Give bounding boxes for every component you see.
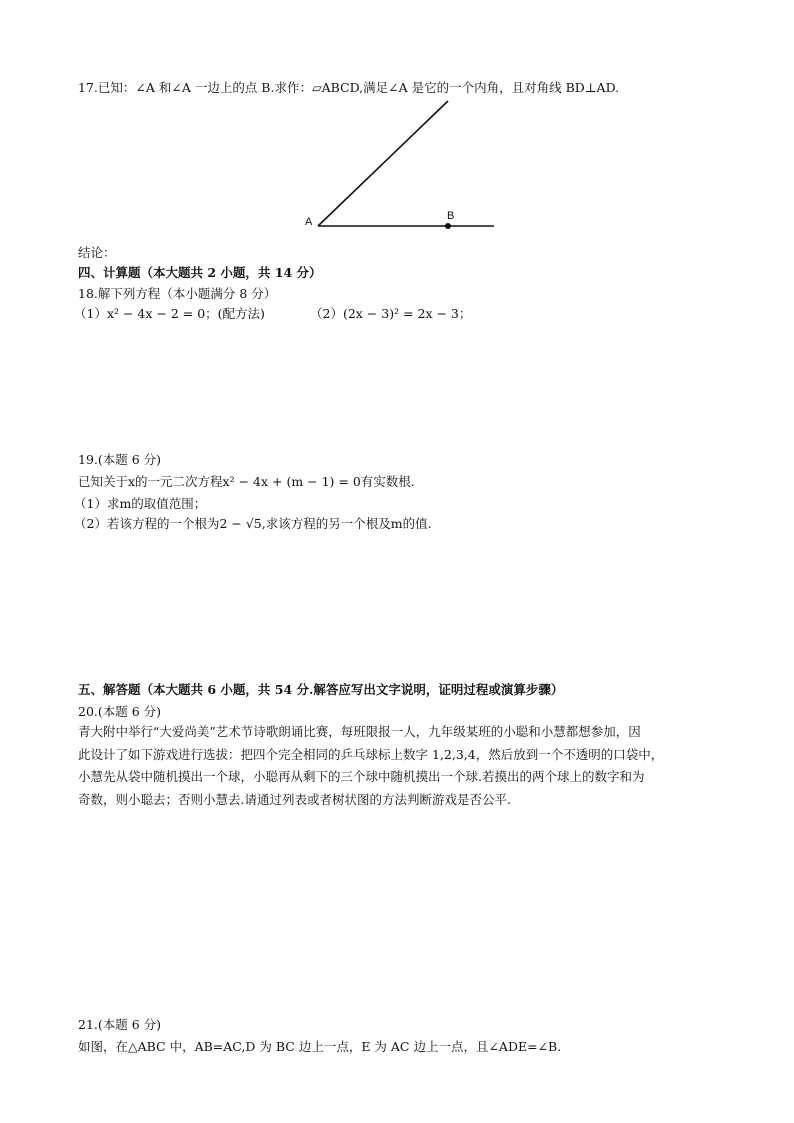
q19-stem: 已知关于x的一元二次方程x² − 4x + (m − 1) = 0有实数根. — [78, 474, 415, 489]
q19-part1: （1）求m的取值范围； — [74, 496, 207, 511]
section5-title: 五、解答题（本大题共 6 小题，共 54 分.解答应写出文字说明，证明过程或演算步骤） — [78, 682, 564, 697]
q17-conclusion: 结论： — [78, 245, 116, 260]
angle-figure — [0, 95, 794, 255]
q18-title: 18.解下列方程（本小题满分 8 分） — [78, 286, 277, 301]
q18-part1: （1）x² − 4x − 2 = 0；(配方法) — [74, 306, 265, 321]
point-b-label: B — [447, 210, 455, 222]
q17-text: 17.已知：∠A 和∠A 一边上的点 B.求作：▱ABCD,满足∠A 是它的一个内角，且对角线 BD⊥AD. — [78, 80, 620, 95]
q21-title: 21.(本题 6 分) — [78, 1017, 162, 1032]
vertex-a-label: A — [305, 216, 313, 228]
q20-line4: 奇数，则小聪去；否则小慧去.请通过列表或者树状图的方法判断游戏是否公平. — [78, 792, 511, 807]
section4-title: 四、计算题（本大题共 2 小题，共 14 分） — [78, 265, 322, 280]
q18-part2: （2）(2x − 3)² = 2x − 3； — [310, 306, 472, 321]
q19-title: 19.(本题 6 分) — [78, 452, 162, 467]
q20-title: 20.(本题 6 分) — [78, 704, 162, 719]
q21-stem: 如图，在△ABC 中，AB=AC,D 为 BC 边上一点，E 为 AC 边上一点，且∠ADE=∠B. — [78, 1039, 562, 1054]
q20-line1: 青大附中举行“大爱尚美”艺术节诗歌朗诵比赛，每班限报一人，九年级某班的小聪和小慧都想参加，因 — [78, 724, 641, 739]
point-b-dot — [445, 223, 451, 229]
q19-part2: （2）若该方程的一个根为2 − √5,求该方程的另一个根及m的值. — [74, 516, 432, 531]
q20-line3: 小慧先从袋中随机摸出一个球，小聪再从剩下的三个球中随机摸出一个球.若摸出的两个球上的数字和为 — [78, 769, 645, 784]
q20-line2: 此设计了如下游戏进行选拔：把四个完全相同的乒乓球标上数字 1,2,3,4，然后放到一个不透明的口袋中， — [78, 747, 664, 762]
angle-ray-upper — [318, 101, 448, 226]
